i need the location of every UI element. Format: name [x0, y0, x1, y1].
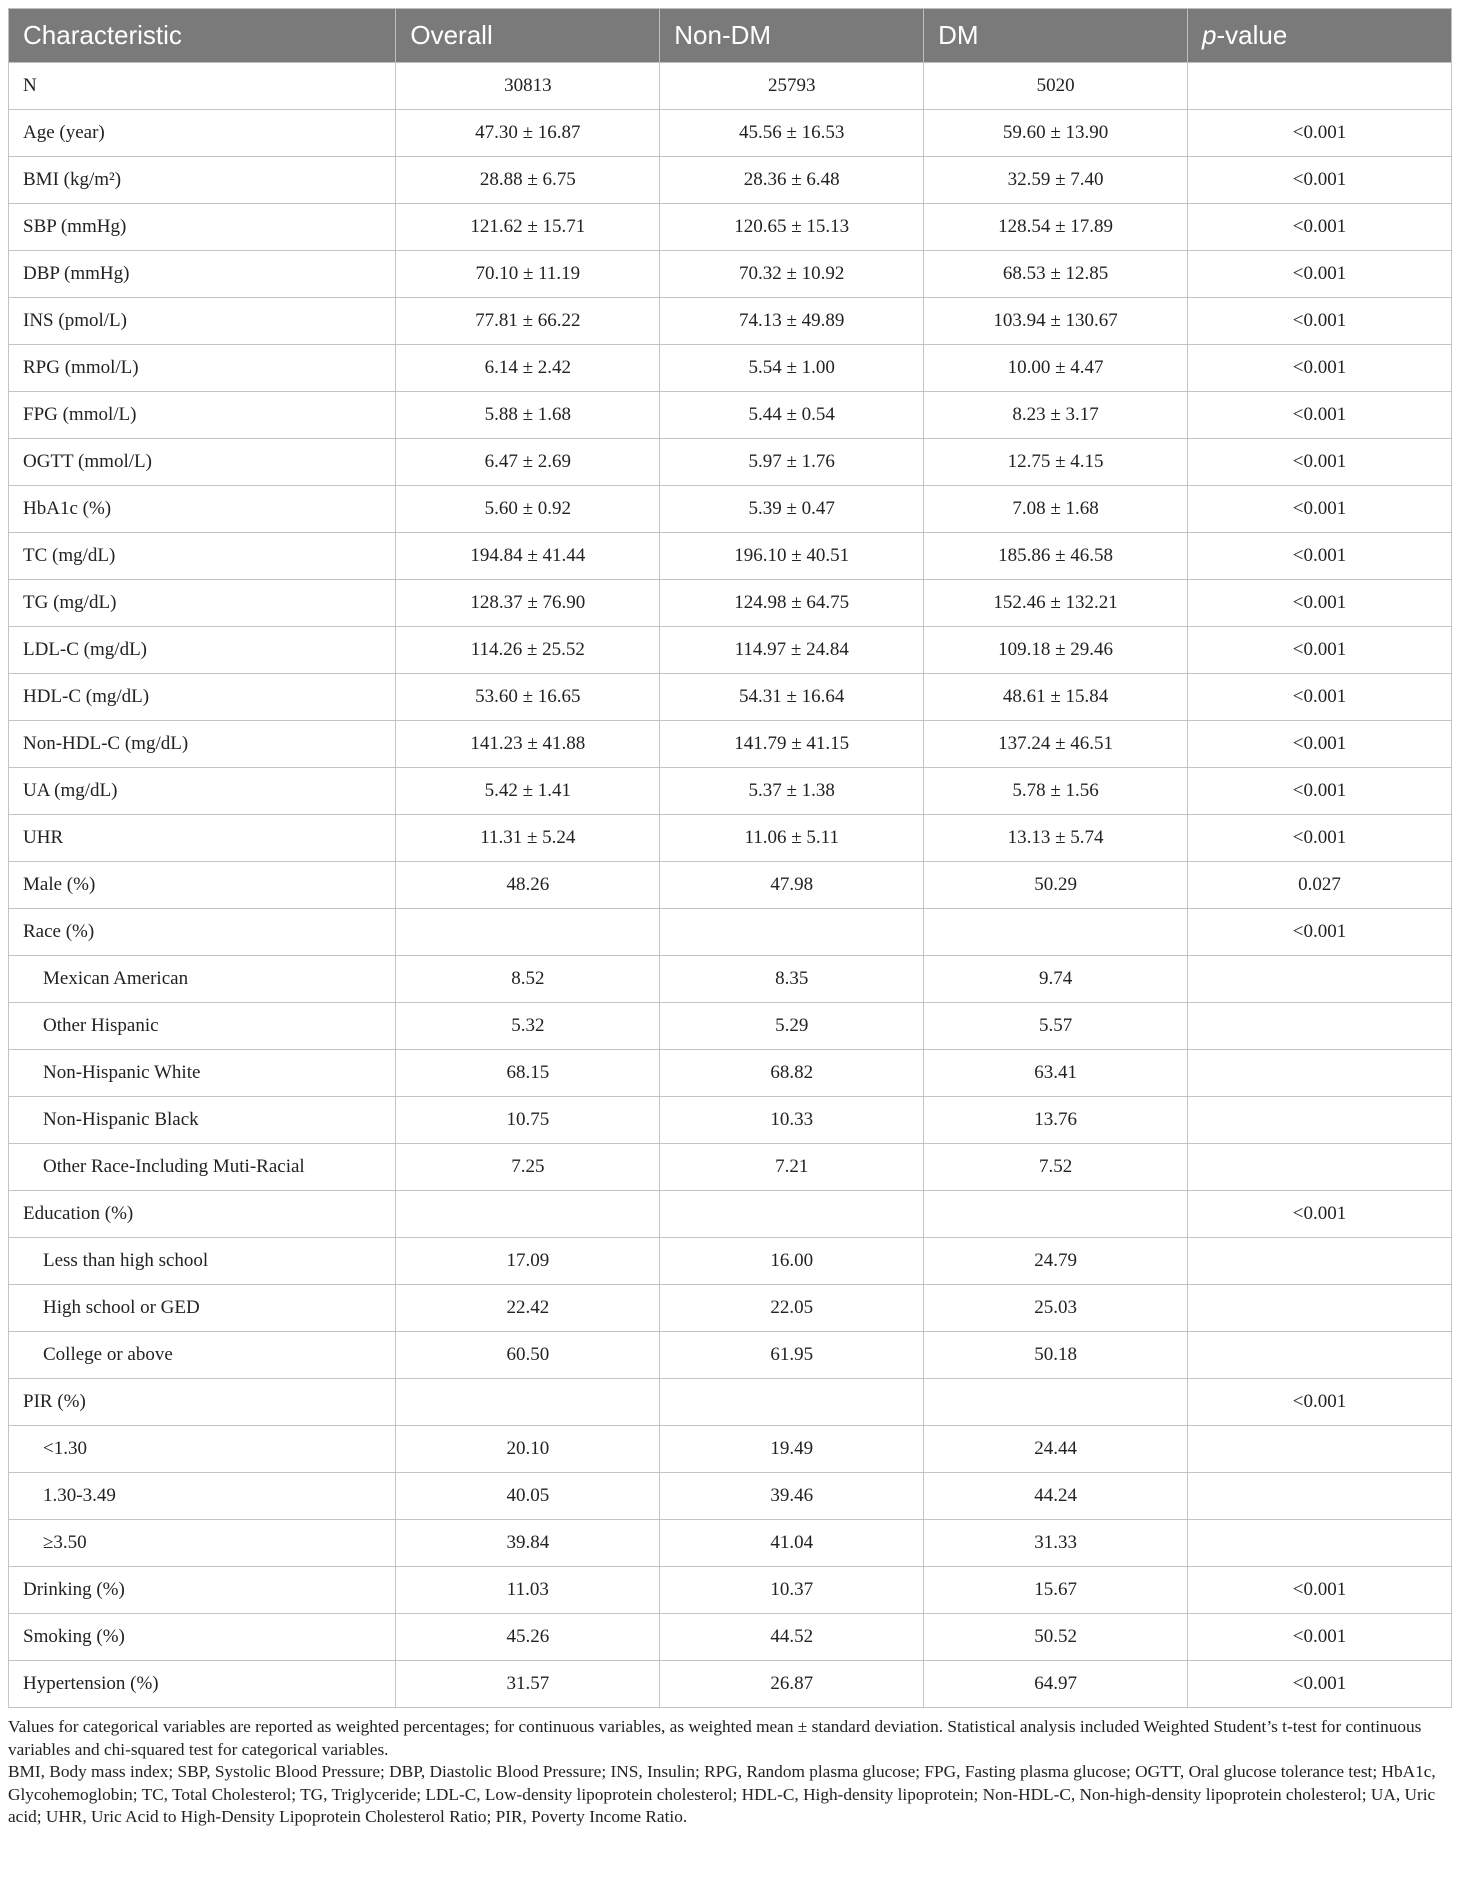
cell-dm: 8.23 ± 3.17	[924, 392, 1188, 439]
cell-overall: 128.37 ± 76.90	[396, 580, 660, 627]
cell-non-dm: 5.39 ± 0.47	[660, 486, 924, 533]
cell-overall: 45.26	[396, 1614, 660, 1661]
row-label: OGTT (mmol/L)	[9, 439, 396, 486]
table-row	[9, 392, 1452, 439]
cell-p-value: <0.001	[1188, 110, 1452, 157]
cell-p-value: <0.001	[1188, 251, 1452, 298]
row-label: Smoking (%)	[9, 1614, 396, 1661]
cell-overall: 22.42	[396, 1285, 660, 1332]
row-label: Other Hispanic	[9, 1003, 396, 1050]
row-label: BMI (kg/m²)	[9, 157, 396, 204]
cell-p-value: <0.001	[1188, 298, 1452, 345]
table-row	[9, 1097, 1452, 1144]
cell-p-value: <0.001	[1188, 533, 1452, 580]
table-row	[9, 1426, 1452, 1473]
table-row	[9, 1473, 1452, 1520]
table-row	[9, 486, 1452, 533]
cell-p-value	[1188, 1144, 1452, 1191]
cell-overall: 10.75	[396, 1097, 660, 1144]
cell-overall: 121.62 ± 15.71	[396, 204, 660, 251]
cell-dm: 24.44	[924, 1426, 1188, 1473]
table-row	[9, 1567, 1452, 1614]
row-label: PIR (%)	[9, 1379, 396, 1426]
cell-overall: 47.30 ± 16.87	[396, 110, 660, 157]
cell-non-dm: 5.44 ± 0.54	[660, 392, 924, 439]
cell-non-dm: 16.00	[660, 1238, 924, 1285]
cell-p-value	[1188, 1332, 1452, 1379]
cell-p-value: <0.001	[1188, 627, 1452, 674]
cell-dm: 25.03	[924, 1285, 1188, 1332]
table-row	[9, 862, 1452, 909]
cell-overall: 30813	[396, 63, 660, 110]
cell-dm: 185.86 ± 46.58	[924, 533, 1188, 580]
cell-p-value: <0.001	[1188, 1379, 1452, 1426]
table-row	[9, 956, 1452, 1003]
cell-overall: 5.42 ± 1.41	[396, 768, 660, 815]
cell-p-value: <0.001	[1188, 345, 1452, 392]
table-row	[9, 721, 1452, 768]
cell-dm: 128.54 ± 17.89	[924, 204, 1188, 251]
table-row	[9, 204, 1452, 251]
cell-non-dm: 61.95	[660, 1332, 924, 1379]
cell-dm: 109.18 ± 29.46	[924, 627, 1188, 674]
cell-non-dm: 47.98	[660, 862, 924, 909]
row-label: Non-Hispanic Black	[9, 1097, 396, 1144]
cell-p-value: <0.001	[1188, 909, 1452, 956]
cell-non-dm: 124.98 ± 64.75	[660, 580, 924, 627]
cell-overall: 77.81 ± 66.22	[396, 298, 660, 345]
cell-p-value: <0.001	[1188, 1661, 1452, 1708]
cell-overall: 28.88 ± 6.75	[396, 157, 660, 204]
cell-overall: 6.47 ± 2.69	[396, 439, 660, 486]
table-row	[9, 580, 1452, 627]
cell-p-value: <0.001	[1188, 486, 1452, 533]
table-body	[9, 63, 1452, 1708]
cell-dm: 50.52	[924, 1614, 1188, 1661]
row-label: N	[9, 63, 396, 110]
row-label: Less than high school	[9, 1238, 396, 1285]
cell-non-dm	[660, 1191, 924, 1238]
cell-overall: 68.15	[396, 1050, 660, 1097]
cell-non-dm: 74.13 ± 49.89	[660, 298, 924, 345]
cell-non-dm: 11.06 ± 5.11	[660, 815, 924, 862]
header-p-italic: p	[1202, 20, 1217, 50]
cell-p-value: <0.001	[1188, 157, 1452, 204]
cell-non-dm: 39.46	[660, 1473, 924, 1520]
cell-non-dm: 5.54 ± 1.00	[660, 345, 924, 392]
row-label: UHR	[9, 815, 396, 862]
cell-non-dm: 7.21	[660, 1144, 924, 1191]
cell-overall	[396, 1191, 660, 1238]
cell-p-value	[1188, 956, 1452, 1003]
row-label: TG (mg/dL)	[9, 580, 396, 627]
cell-p-value: <0.001	[1188, 674, 1452, 721]
row-label: FPG (mmol/L)	[9, 392, 396, 439]
cell-overall: 5.60 ± 0.92	[396, 486, 660, 533]
cell-non-dm: 54.31 ± 16.64	[660, 674, 924, 721]
cell-overall: 5.32	[396, 1003, 660, 1050]
cell-dm: 64.97	[924, 1661, 1188, 1708]
cell-overall: 31.57	[396, 1661, 660, 1708]
cell-non-dm: 5.97 ± 1.76	[660, 439, 924, 486]
row-label: Mexican American	[9, 956, 396, 1003]
cell-non-dm: 120.65 ± 15.13	[660, 204, 924, 251]
cell-dm: 7.08 ± 1.68	[924, 486, 1188, 533]
cell-p-value: <0.001	[1188, 1191, 1452, 1238]
footnote-abbreviations: BMI, Body mass index; SBP, Systolic Blood Pressure; DBP, Diastolic Blood Pressure; INS, Insulin; RPG, Random plasma glucose; FPG, Fasting plasma glucose; OGTT, Oral glucose tolerance test; HbA1c, Glycohemoglobin; TC, Total Cholesterol; TG, Triglyceride; LDL-C, Low-density lipoprotein cholesterol; HDL-C, High-density lipoprotein; Non-HDL-C, Non-high-density lipoprotein cholesterol; UA, Uric acid; UHR, Uric Acid to High-Density Lipoprotein Cholesterol Ratio; PIR, Poverty Income Ratio.	[8, 1762, 1436, 1826]
cell-p-value: <0.001	[1188, 768, 1452, 815]
row-label: HbA1c (%)	[9, 486, 396, 533]
row-label: INS (pmol/L)	[9, 298, 396, 345]
cell-dm: 48.61 ± 15.84	[924, 674, 1188, 721]
cell-p-value: <0.001	[1188, 580, 1452, 627]
cell-p-value: <0.001	[1188, 1614, 1452, 1661]
cell-p-value	[1188, 1520, 1452, 1567]
cell-overall	[396, 909, 660, 956]
cell-dm: 7.52	[924, 1144, 1188, 1191]
cell-dm	[924, 1379, 1188, 1426]
cell-dm: 12.75 ± 4.15	[924, 439, 1188, 486]
header-non-dm: Non-DM	[660, 9, 924, 63]
row-label: TC (mg/dL)	[9, 533, 396, 580]
table-row	[9, 439, 1452, 486]
row-label: 1.30-3.49	[9, 1473, 396, 1520]
header-overall: Overall	[396, 9, 660, 63]
cell-non-dm: 8.35	[660, 956, 924, 1003]
header-dm: DM	[924, 9, 1188, 63]
table-row	[9, 1144, 1452, 1191]
cell-p-value: 0.027	[1188, 862, 1452, 909]
table-row	[9, 815, 1452, 862]
table-row	[9, 298, 1452, 345]
cell-dm: 13.76	[924, 1097, 1188, 1144]
cell-overall: 194.84 ± 41.44	[396, 533, 660, 580]
table-row	[9, 1661, 1452, 1708]
cell-overall: 60.50	[396, 1332, 660, 1379]
row-label: SBP (mmHg)	[9, 204, 396, 251]
table-row	[9, 1191, 1452, 1238]
table-footnotes	[8, 1716, 1452, 1829]
cell-dm: 9.74	[924, 956, 1188, 1003]
row-label: Other Race-Including Muti-Racial	[9, 1144, 396, 1191]
cell-p-value	[1188, 1473, 1452, 1520]
table-row	[9, 1614, 1452, 1661]
cell-dm: 5.78 ± 1.56	[924, 768, 1188, 815]
cell-non-dm: 26.87	[660, 1661, 924, 1708]
cell-p-value	[1188, 1050, 1452, 1097]
header-p-value	[1188, 9, 1452, 63]
cell-overall: 17.09	[396, 1238, 660, 1285]
cell-overall: 141.23 ± 41.88	[396, 721, 660, 768]
row-label: DBP (mmHg)	[9, 251, 396, 298]
cell-p-value: <0.001	[1188, 1567, 1452, 1614]
table-row	[9, 157, 1452, 204]
cell-overall: 40.05	[396, 1473, 660, 1520]
row-label: Non-HDL-C (mg/dL)	[9, 721, 396, 768]
row-label: HDL-C (mg/dL)	[9, 674, 396, 721]
table-row	[9, 345, 1452, 392]
footnote-methods: Values for categorical variables are reported as weighted percentages; for continuous variables, as weighted mean ± standard deviation. Statistical analysis included Weighted Student’s t-test for continuous variables and chi-squared test for categorical variables.	[8, 1717, 1422, 1759]
cell-dm: 24.79	[924, 1238, 1188, 1285]
table-row	[9, 533, 1452, 580]
cell-p-value: <0.001	[1188, 392, 1452, 439]
row-label: Education (%)	[9, 1191, 396, 1238]
cell-overall: 114.26 ± 25.52	[396, 627, 660, 674]
cell-dm: 50.29	[924, 862, 1188, 909]
row-label: Drinking (%)	[9, 1567, 396, 1614]
header-p-rest: -value	[1216, 20, 1288, 50]
table-row	[9, 909, 1452, 956]
cell-p-value	[1188, 63, 1452, 110]
cell-dm	[924, 909, 1188, 956]
cell-dm: 44.24	[924, 1473, 1188, 1520]
cell-non-dm: 141.79 ± 41.15	[660, 721, 924, 768]
table-container	[8, 8, 1452, 1829]
cell-p-value	[1188, 1285, 1452, 1332]
cell-overall: 6.14 ± 2.42	[396, 345, 660, 392]
cell-p-value: <0.001	[1188, 721, 1452, 768]
cell-p-value	[1188, 1003, 1452, 1050]
cell-non-dm	[660, 909, 924, 956]
row-label: RPG (mmol/L)	[9, 345, 396, 392]
cell-dm: 152.46 ± 132.21	[924, 580, 1188, 627]
cell-dm: 10.00 ± 4.47	[924, 345, 1188, 392]
cell-dm: 5.57	[924, 1003, 1188, 1050]
cell-non-dm: 196.10 ± 40.51	[660, 533, 924, 580]
table-row	[9, 251, 1452, 298]
cell-non-dm: 25793	[660, 63, 924, 110]
cell-p-value: <0.001	[1188, 439, 1452, 486]
cell-non-dm: 22.05	[660, 1285, 924, 1332]
cell-non-dm: 68.82	[660, 1050, 924, 1097]
cell-non-dm: 10.33	[660, 1097, 924, 1144]
cell-p-value	[1188, 1426, 1452, 1473]
cell-non-dm: 10.37	[660, 1567, 924, 1614]
cell-non-dm: 45.56 ± 16.53	[660, 110, 924, 157]
table-row	[9, 1332, 1452, 1379]
cell-overall: 48.26	[396, 862, 660, 909]
cell-overall: 53.60 ± 16.65	[396, 674, 660, 721]
row-label: Male (%)	[9, 862, 396, 909]
row-label: LDL-C (mg/dL)	[9, 627, 396, 674]
cell-p-value	[1188, 1238, 1452, 1285]
cell-non-dm: 5.37 ± 1.38	[660, 768, 924, 815]
table-row	[9, 1520, 1452, 1567]
cell-dm: 15.67	[924, 1567, 1188, 1614]
table-row	[9, 1238, 1452, 1285]
cell-overall: 5.88 ± 1.68	[396, 392, 660, 439]
row-label: ≥3.50	[9, 1520, 396, 1567]
cell-overall	[396, 1379, 660, 1426]
table-row	[9, 1003, 1452, 1050]
row-label: <1.30	[9, 1426, 396, 1473]
cell-dm: 103.94 ± 130.67	[924, 298, 1188, 345]
cell-dm: 137.24 ± 46.51	[924, 721, 1188, 768]
cell-non-dm: 28.36 ± 6.48	[660, 157, 924, 204]
row-label: UA (mg/dL)	[9, 768, 396, 815]
cell-dm: 59.60 ± 13.90	[924, 110, 1188, 157]
cell-overall: 8.52	[396, 956, 660, 1003]
cell-dm: 13.13 ± 5.74	[924, 815, 1188, 862]
row-label: Hypertension (%)	[9, 1661, 396, 1708]
row-label: Age (year)	[9, 110, 396, 157]
cell-non-dm	[660, 1379, 924, 1426]
characteristics-table	[8, 8, 1452, 1708]
cell-dm: 31.33	[924, 1520, 1188, 1567]
cell-dm: 50.18	[924, 1332, 1188, 1379]
cell-dm: 63.41	[924, 1050, 1188, 1097]
cell-non-dm: 114.97 ± 24.84	[660, 627, 924, 674]
cell-non-dm: 41.04	[660, 1520, 924, 1567]
table-row	[9, 768, 1452, 815]
cell-overall: 39.84	[396, 1520, 660, 1567]
table-row	[9, 627, 1452, 674]
row-label: Non-Hispanic White	[9, 1050, 396, 1097]
row-label: Race (%)	[9, 909, 396, 956]
cell-p-value: <0.001	[1188, 815, 1452, 862]
cell-dm	[924, 1191, 1188, 1238]
cell-dm: 5020	[924, 63, 1188, 110]
row-label: High school or GED	[9, 1285, 396, 1332]
cell-p-value: <0.001	[1188, 204, 1452, 251]
cell-overall: 7.25	[396, 1144, 660, 1191]
cell-non-dm: 44.52	[660, 1614, 924, 1661]
table-row	[9, 1379, 1452, 1426]
cell-overall: 20.10	[396, 1426, 660, 1473]
row-label: College or above	[9, 1332, 396, 1379]
table-row	[9, 63, 1452, 110]
header-row	[9, 9, 1452, 63]
cell-dm: 32.59 ± 7.40	[924, 157, 1188, 204]
header-characteristic: Characteristic	[9, 9, 396, 63]
table-row	[9, 110, 1452, 157]
cell-non-dm: 70.32 ± 10.92	[660, 251, 924, 298]
cell-non-dm: 19.49	[660, 1426, 924, 1473]
cell-overall: 70.10 ± 11.19	[396, 251, 660, 298]
cell-non-dm: 5.29	[660, 1003, 924, 1050]
cell-p-value	[1188, 1097, 1452, 1144]
cell-overall: 11.03	[396, 1567, 660, 1614]
cell-dm: 68.53 ± 12.85	[924, 251, 1188, 298]
cell-overall: 11.31 ± 5.24	[396, 815, 660, 862]
table-row	[9, 674, 1452, 721]
table-row	[9, 1285, 1452, 1332]
table-row	[9, 1050, 1452, 1097]
